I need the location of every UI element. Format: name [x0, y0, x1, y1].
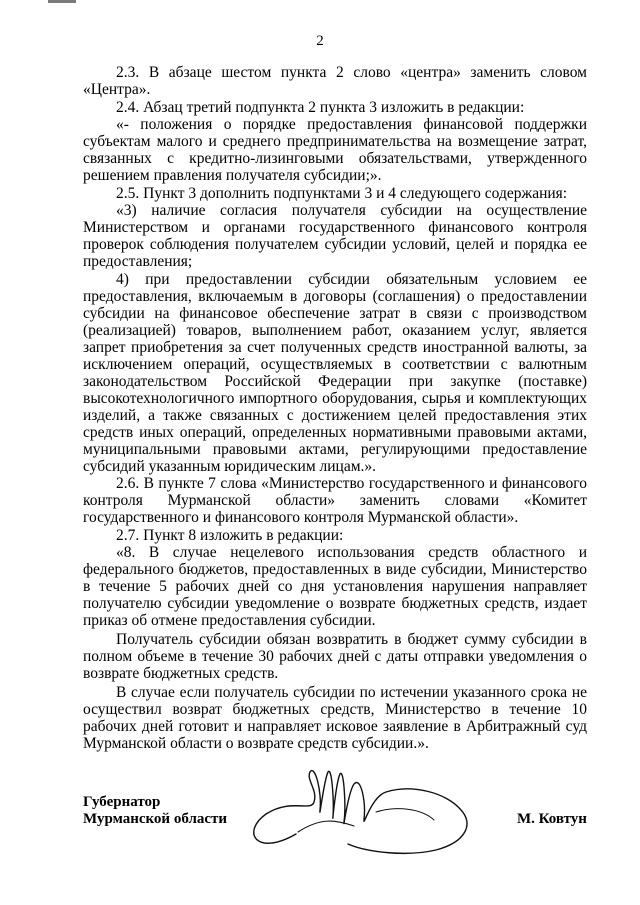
- page-number: 2: [316, 33, 324, 49]
- paragraph-court-claim: В случае если получатель субсидии по истечении указанного срока не осуществил возврат бюджетных средств, Министерство в течение 10 рабочих дней готовит и направляет исковое заявление в Арбитражный суд Мурманской области о возврате средств субсидии.».: [83, 684, 587, 752]
- paragraph-2-7: 2.7. Пункт 8 изложить в редакции:: [116, 526, 344, 544]
- paragraph-2-4: 2.4. Абзац третий подпункта 2 пункта 3 изложить в редакции:: [116, 98, 525, 116]
- paragraph-subpoint-4: 4) при предоставлении субсидии обязательным условием ее предоставления, включаемым в договоры (соглашения) о предоставлении субсидии на финансовое обеспечение затрат в связи с производством (реализацией) товаров, выполнением работ, оказанием услуг, является запрет приобретения за счет полученных средств иностранной валюты, за исключением операций, осуществляемых в соответствии с валютным законодательством Российской Федерации при закупке (поставке) высокотехнологичного импортного оборудования, сырья и комплектующих изделий, а также связанных с достижением целей предоставления этих средств иных операций, определенных нормативными правовыми актами, муниципальными правовыми актами, регулирующими предоставление субсидий указанным юридическим лицам.».: [83, 270, 587, 475]
- paragraph-2-6: 2.6. В пункте 7 слова «Министерство государственного и финансового контроля Мурманской области» заменить словами «Комитет государственного и финансового контроля Мурманской области».: [83, 475, 587, 526]
- paragraph-subpoint-3: «3) наличие согласия получателя субсидии на осуществление Министерством и органами государственного финансового контроля проверок соблюдения получателем субсидии условий, целей и порядка ее предоставления;: [83, 202, 587, 270]
- paragraph-point-8: «8. В случае нецелевого использования средств областного и федерального бюджетов, предоставленных в виде субсидии, Министерство в течение 5 рабочих дней со дня установления нарушения направляет получателю субсидии уведомление о возврате бюджетных средств, издает приказ об отмене предоставления субсидии.: [83, 544, 587, 629]
- paragraph-return-obligation: Получатель субсидии обязан возвратить в бюджет сумму субсидии в полном объеме в течение 30 рабочих дней с даты отправки уведомления о возврате бюджетных средств.: [83, 631, 587, 682]
- signatory-title: [83, 794, 227, 828]
- paragraph-quote-1: «- положения о порядке предоставления финансовой поддержки субъектам малого и среднего предпринимательства на возмещение затрат, связанных с кредитно-лизинговыми обязательствами, утвержденного решением правления получателя субсидии;».: [83, 116, 587, 184]
- scan-mark: [48, 0, 76, 3]
- paragraph-2-5: 2.5. Пункт 3 дополнить подпунктами 3 и 4 следующего содержания:: [116, 184, 568, 202]
- signatory-title-line2: Мурманской области: [83, 811, 228, 827]
- signatory-title-line1: Губернатор: [83, 794, 161, 810]
- handwritten-signature: [236, 762, 486, 862]
- signatory-name: М. Ковтун: [517, 811, 587, 827]
- paragraph-2-3: 2.3. В абзаце шестом пункта 2 слово «центра» заменить словом «Центра».: [83, 64, 587, 98]
- document-body: [83, 64, 587, 753]
